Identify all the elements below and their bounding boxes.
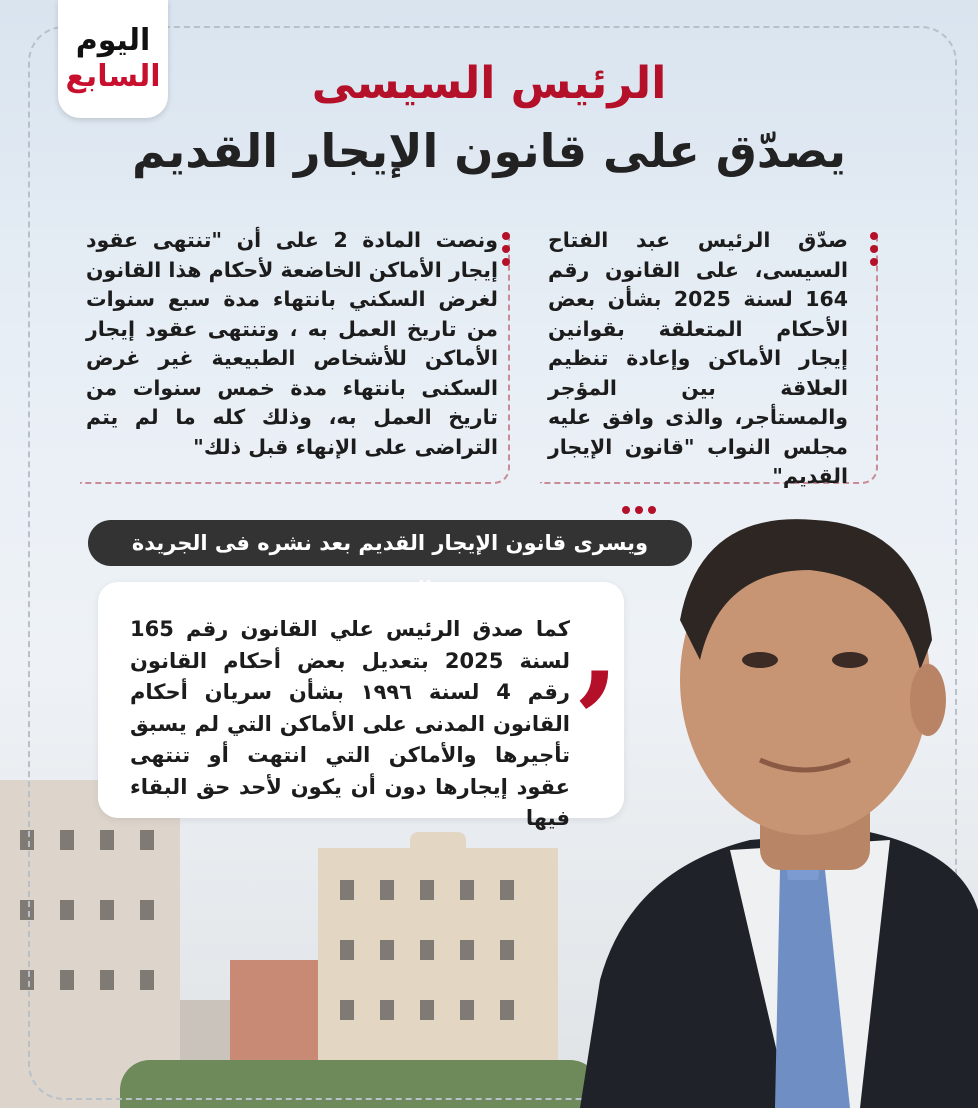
quote-mark-icon: , [578, 577, 620, 718]
president-portrait [560, 510, 978, 1108]
quote-text: كما صدق الرئيس علي القانون رقم 165 لسنة 2025 بتعديل بعض أحكام القانون رقم 4 لسنة ١٩٩٦ بشأن سريان أحكام القانون المدنى على الأماكن التي لم يسبق تأجيرها والأماكن التي انتهت أو تنتهى عقود إيجارها دون أن يكون لأحد حق البقاء فيها [130, 617, 571, 830]
right-column-text: صدّق الرئيس عبد الفتاح السيسى، على القانون رقم 164 لسنة 2025 بشأن بعض الأحكام المتعلقة بقوانين إيجار الأماكن وإعادة تنظيم العلاقة بين المؤجر والمستأجر، والذى وافق عليه مجلس النواب "قانون الإيجار القديم" [548, 228, 848, 488]
logo-line-1: اليوم [75, 23, 151, 58]
dots-icon [870, 232, 878, 266]
banner-pill: ويسرى قانون الإيجار القديم بعد نشره فى الجريدة [88, 520, 692, 566]
left-column-text: ونصت المادة 2 على أن "تنتهى عقود إيجار الأماكن الخاضعة لأحكام هذا القانون لغرض السكني بانتهاء مدة سبع سنوات من تاريخ العمل به ، وتنتهى عقود إيجار الأماكن للأشخاص الطبيعية غير غرض السكنى بانتهاء مدة خمس سنوات من تاريخ العمل به، وذلك كله ما لم يتم التراضى على الإنهاء قبل ذلك" [86, 228, 498, 459]
headline-line-1: الرئيس السيسى [311, 58, 667, 109]
logo-line-2: السابع [65, 59, 161, 94]
dots-icon [502, 232, 510, 266]
headline-line-2: يصدّق على قانون الإيجار القديم [131, 124, 847, 178]
